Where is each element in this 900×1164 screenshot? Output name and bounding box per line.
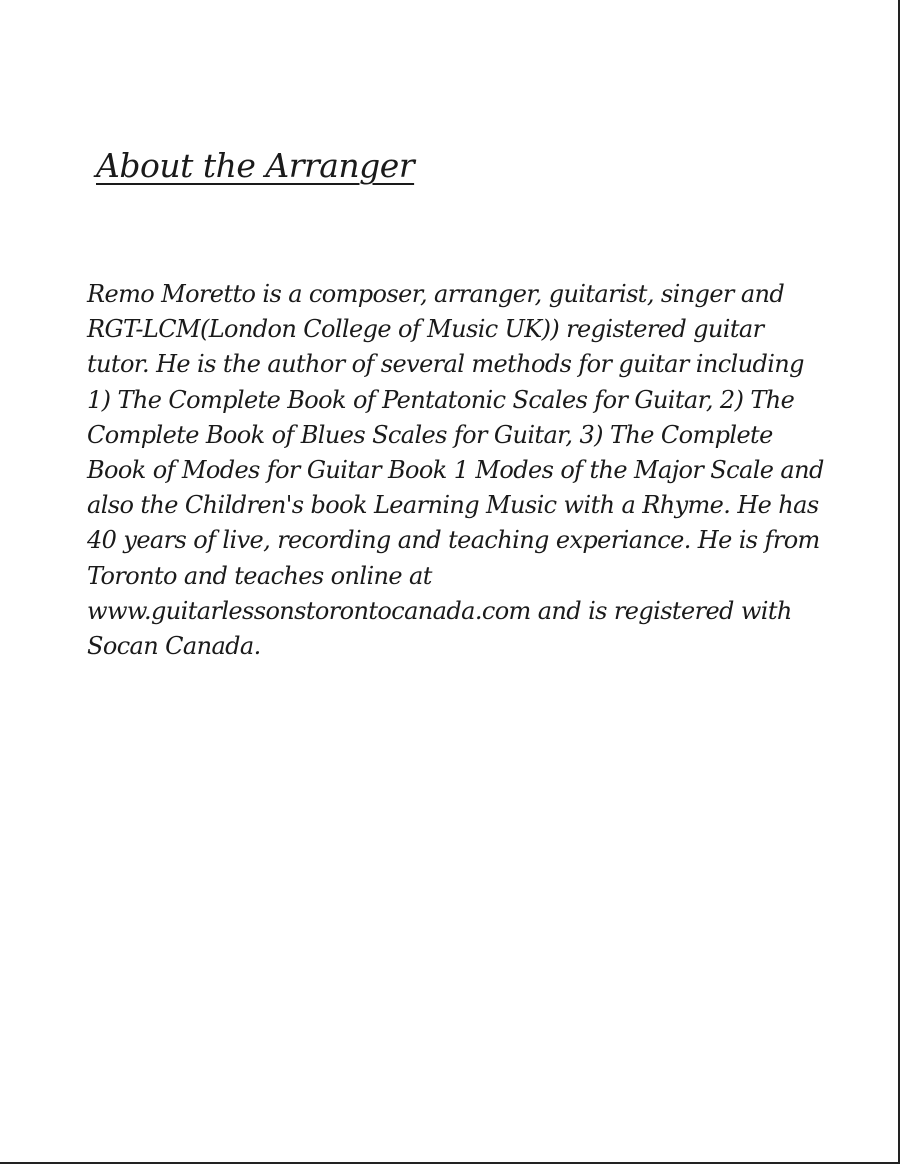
bio-line: 1) The Complete Book of Pentatonic Scales for Guitar, 2) The: [87, 385, 795, 414]
bio-line: tutor. He is the author of several methods for guitar including: [87, 350, 804, 379]
bio-line: Socan Canada.: [87, 632, 261, 661]
bio-line: 40 years of live, recording and teaching experiance. He is from: [87, 526, 820, 555]
bio-line: Complete Book of Blues Scales for Guitar, 3) The Complete: [87, 420, 773, 449]
bio-line: Book of Modes for Guitar Book 1 Modes of the Major Scale and: [87, 456, 824, 485]
bio-line: also the Children's book Learning Music with a Rhyme. He has: [87, 491, 819, 520]
bio-line: Remo Moretto is a composer, arranger, guitarist, singer and: [87, 280, 785, 308]
page-heading: About the Arranger: [96, 146, 415, 185]
bio-line: www.guitarlessonstorontocanada.com and is registered with: [87, 596, 792, 625]
arranger-bio: [87, 277, 847, 664]
bio-line: Toronto and teaches online at: [87, 561, 432, 590]
bio-line: RGT-LCM(London College of Music UK)) registered guitar: [87, 315, 764, 344]
